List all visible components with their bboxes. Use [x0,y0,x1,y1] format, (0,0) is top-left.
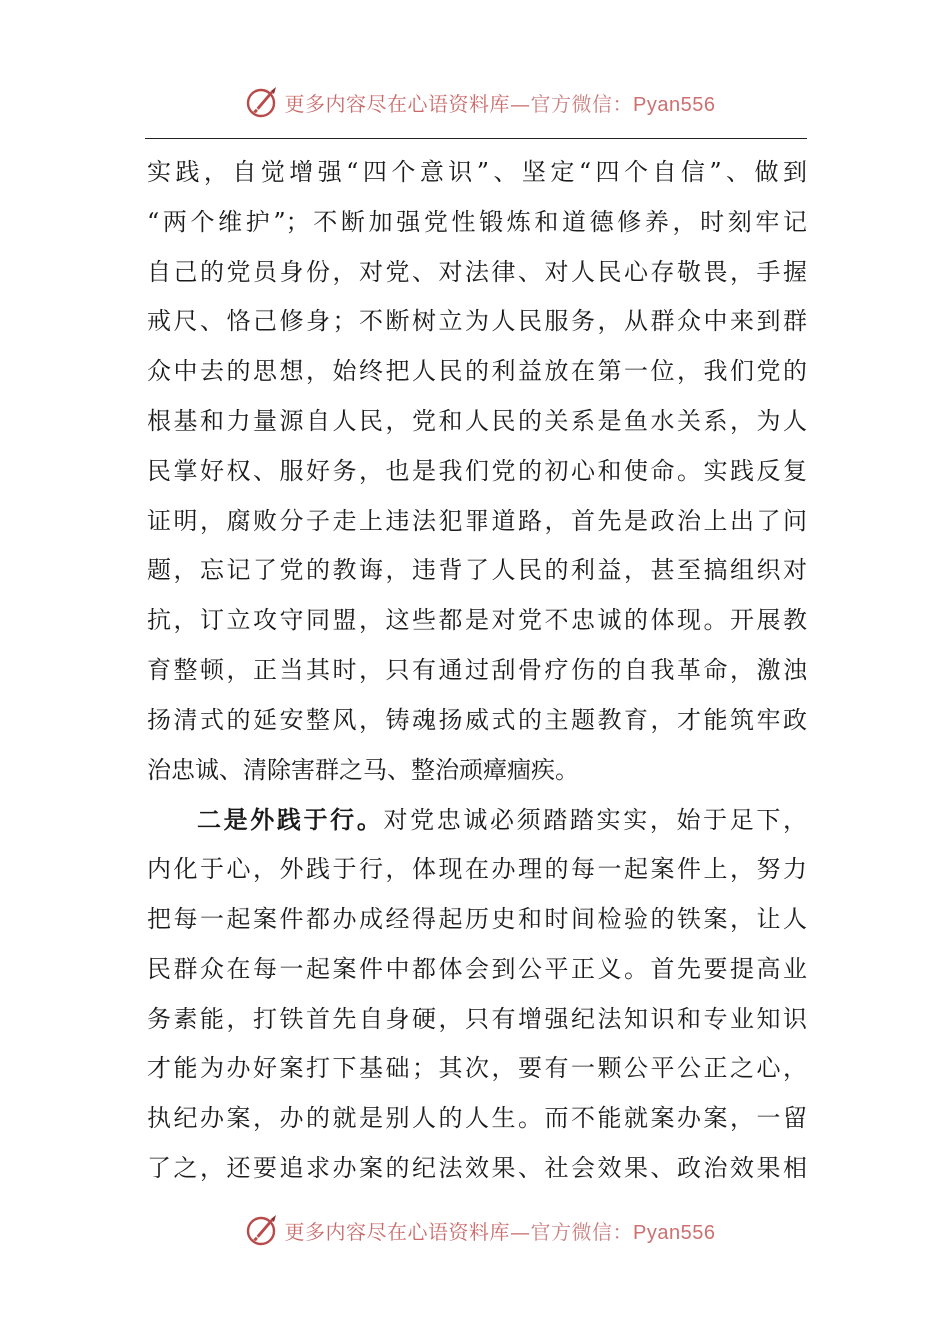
text-line: 扬清式的延安整风，铸魂扬威式的主题教育，才能筑牢政 [147,705,807,734]
text-line: 自己的党员身份，对党、对法律、对人民心存敬畏，手握 [147,257,807,286]
document-body [147,148,807,1194]
text-line: 证明，腐败分子走上违法犯罪道路，首先是政治上出了问 [147,506,807,535]
header-divider [145,138,807,139]
text-line: 民群众在每一起案件中都体会到公平正义。首先要提高业 [147,954,807,983]
text-line: 实践，自觉增强“四个意识”、坚定“四个自信”、做到 [147,158,807,186]
text-line: 治忠诚、清除害群之马、整治顽瘴痼疾。 [147,755,579,784]
paragraph-2-first-line [147,795,807,845]
text-line: 内化于心，外践于行，体现在办理的每一起案件上，努力 [147,855,807,884]
header-banner [0,80,950,124]
text-line: 题，忘记了党的教诲，违背了人民的利益，甚至搞组织对 [147,556,807,585]
header-wechat-id: Pyan556 [633,93,716,116]
footer-wechat-id: Pyan556 [633,1221,716,1244]
text-line: 执纪办案，办的就是别人的人生。而不能就案办案，一留 [147,1104,807,1133]
paragraph-2-first-text: 对党忠诚必须踏踏实实，始于足下， [383,806,807,835]
text-line: 了之，还要追求办案的纪法效果、社会效果、政治效果相 [147,1153,807,1182]
header-banner-content [245,85,716,119]
footer-wechat-label: 官方微信： [530,1219,634,1244]
text-line: 才能为办好案打下基础；其次，要有一颗公平公正之心， [147,1054,807,1083]
text-line: 育整顿，正当其时，只有通过刮骨疗伤的自我革命，激浊 [147,655,807,684]
quill-pen-icon [245,85,279,119]
text-line: 戒尺、恪己修身；不断树立为人民服务，从群众中来到群 [147,307,807,336]
text-line: 根基和力量源自人民，党和人民的关系是鱼水关系，为人 [147,406,807,435]
header-wechat-label: 官方微信： [530,91,634,116]
text-line: 民掌好权、服好务，也是我们党的初心和使命。实践反复 [147,456,807,485]
text-line: “两个维护”；不断加强党性锻炼和道德修养，时刻牢记 [147,207,807,236]
header-banner-title: 更多内容尽在心语资料库 [284,91,511,116]
footer-banner-text [285,1216,716,1245]
footer-banner-content [245,1213,716,1247]
footer-banner-dash: — [510,1219,531,1244]
header-banner-dash: — [510,91,531,116]
paragraph-2-heading: 二是外践于行。 [197,805,384,835]
footer-banner-title: 更多内容尽在心语资料库 [284,1219,511,1244]
text-line: 抗，订立攻守同盟，这些都是对党不忠诚的体现。开展教 [147,606,807,635]
text-line: 把每一起案件都办成经得起历史和时间检验的铁案，让人 [147,904,807,933]
quill-pen-icon [245,1213,279,1247]
text-line: 务素能，打铁首先自身硬，只有增强纪法知识和专业知识 [147,1004,807,1033]
footer-banner [0,1208,950,1252]
header-banner-text [285,88,716,117]
text-line: 众中去的思想，始终把人民的利益放在第一位，我们党的 [147,357,807,386]
